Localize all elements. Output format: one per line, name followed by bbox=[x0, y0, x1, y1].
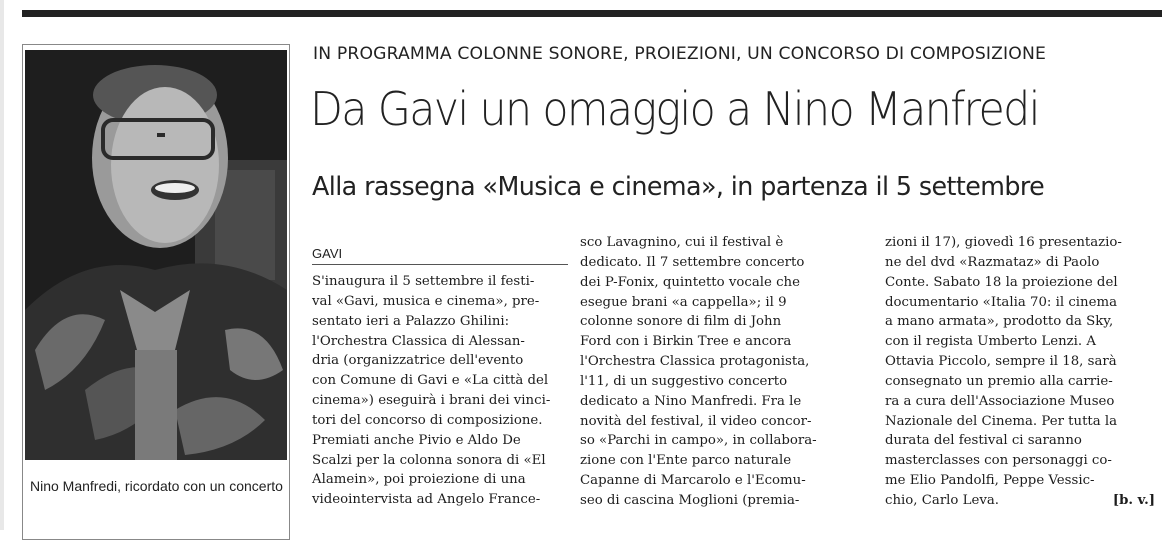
text-line: chio, Carlo Leva. bbox=[885, 492, 1000, 508]
headline: Da Gavi un omaggio a Nino Manfredi bbox=[310, 82, 1039, 136]
text-line: colonne sonore di film di John bbox=[580, 314, 782, 330]
photo-caption: Nino Manfredi, ricordato con un concerto bbox=[30, 478, 283, 494]
text-line: l'11, di un suggestivo concerto bbox=[580, 373, 788, 389]
kicker: IN PROGRAMMA COLONNE SONORE, PROIEZIONI, UN CONCORSO DI COMPOSIZIONE bbox=[313, 44, 1046, 64]
text-line: masterclasses con personaggi co- bbox=[885, 453, 1112, 469]
text-line: Nazionale del Cinema. Per tutta la bbox=[885, 413, 1118, 429]
text-line: con il regista Umberto Lenzi. A bbox=[885, 334, 1096, 350]
text-line: tori del concorso di composizione. bbox=[312, 412, 543, 428]
text-line: zioni il 17), giovedì 16 presentazio- bbox=[885, 235, 1122, 250]
top-rule bbox=[22, 10, 1162, 17]
text-line: con Comune di Gavi e «La città del bbox=[312, 373, 549, 389]
text-line: Ford con i Birkin Tree e ancora bbox=[580, 334, 792, 350]
text-line: sentato ieri a Palazzo Ghilini: bbox=[312, 313, 510, 329]
text-line: val «Gavi, musica e cinema», pre- bbox=[312, 293, 540, 309]
dateline-rule bbox=[312, 264, 568, 265]
text-line: ne del dvd «Razmataz» di Paolo bbox=[885, 254, 1100, 270]
text-line: documentario «Italia 70: il cinema bbox=[885, 294, 1118, 310]
text-line: Ottavia Piccolo, sempre il 18, sarà bbox=[885, 354, 1117, 370]
dateline: GAVI bbox=[312, 246, 343, 261]
last-text-line bbox=[885, 491, 1155, 511]
article-column-3 bbox=[885, 233, 1155, 511]
page-edge bbox=[0, 0, 4, 530]
text-line: dria (organizzatrice dell'evento bbox=[312, 353, 524, 369]
text-line: dei P-Fonix, quintetto vocale che bbox=[580, 274, 800, 290]
text-line: sco Lavagnino, cui il festival è bbox=[580, 235, 784, 250]
text-line: a mano armata», prodotto da Sky, bbox=[885, 314, 1114, 330]
text-line: dedicato. Il 7 settembre concerto bbox=[580, 254, 805, 270]
text-line: Capanne di Marcarolo e l'Ecomu- bbox=[580, 473, 806, 489]
text-line: Alamein», poi proiezione di una bbox=[312, 472, 526, 488]
text-line: Premiati anche Pivio e Aldo De bbox=[312, 432, 521, 448]
text-line: dedicato a Nino Manfredi. Fra le bbox=[580, 393, 802, 409]
text-line: videointervista ad Angelo France- bbox=[312, 492, 541, 508]
text-line: seo di cascina Moglioni (premia- bbox=[580, 492, 800, 508]
text-line: Conte. Sabato 18 la proiezione del bbox=[885, 274, 1118, 290]
text-line: l'Orchestra Classica protagonista, bbox=[580, 354, 810, 370]
text-line: so «Parchi in campo», in collabora- bbox=[580, 433, 817, 449]
text-line: ra a cura dell'Associazione Museo bbox=[885, 393, 1115, 409]
subheadline: Alla rassegna «Musica e cinema», in partenza il 5 settembre bbox=[312, 172, 1045, 202]
text-line: zione con l'Ente parco naturale bbox=[580, 453, 792, 469]
portrait-photo bbox=[25, 50, 287, 460]
author-signature: [b. v.] bbox=[1112, 492, 1155, 508]
text-line: l'Orchestra Classica di Alessan- bbox=[312, 333, 525, 349]
article-column-2 bbox=[580, 233, 870, 511]
article-column-1 bbox=[312, 272, 570, 510]
text-line: consegnato un premio alla carrie- bbox=[885, 373, 1113, 389]
text-line: novità del festival, il video concor- bbox=[580, 413, 812, 429]
text-line: cinema») eseguirà i brani dei vinci- bbox=[312, 393, 551, 409]
text-line: Scalzi per la colonna sonora di «El bbox=[312, 452, 546, 468]
text-line: durata del festival ci saranno bbox=[885, 433, 1082, 449]
text-line: esegue brani «a cappella»; il 9 bbox=[580, 294, 787, 310]
text-line: S'inaugura il 5 settembre il festi- bbox=[312, 274, 535, 289]
text-line: me Elio Pandolfi, Peppe Vessic- bbox=[885, 473, 1095, 489]
